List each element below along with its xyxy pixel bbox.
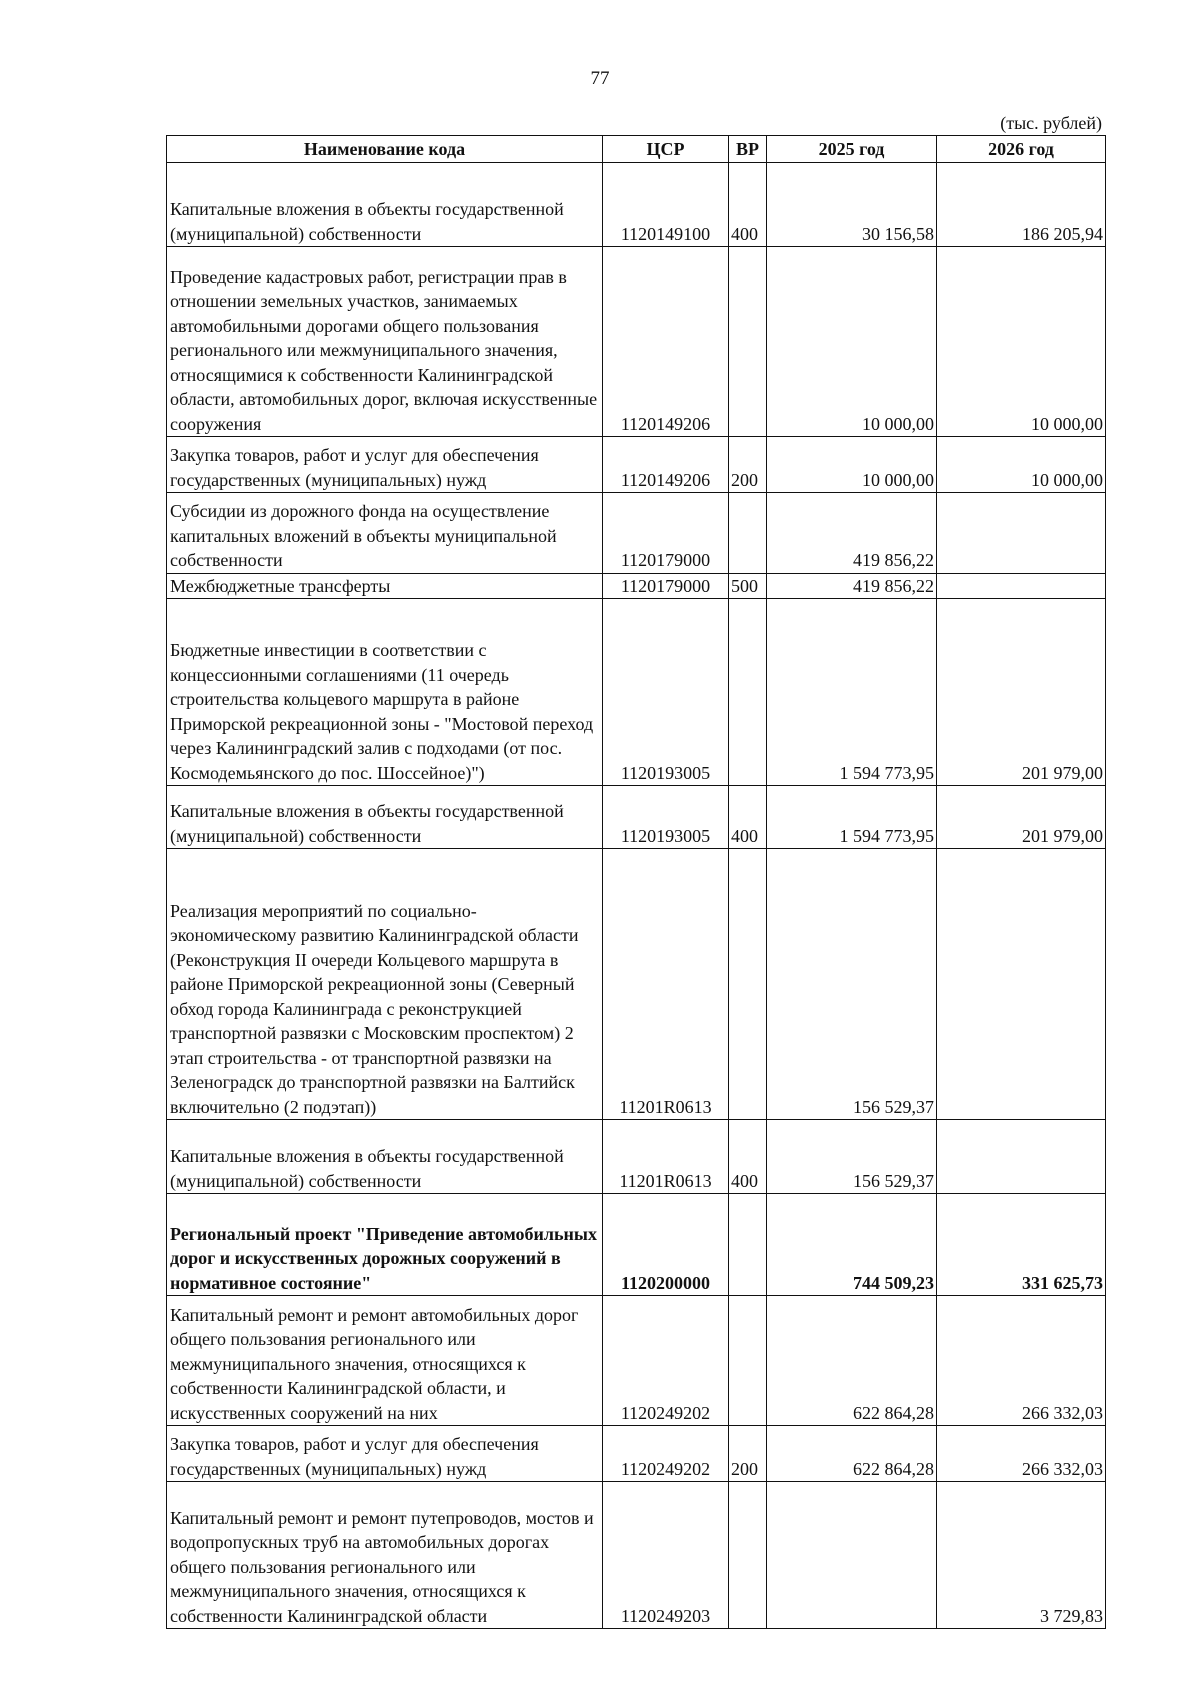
cell-csr: 1120200000 xyxy=(603,1194,729,1296)
cell-csr: 1120249202 xyxy=(603,1426,729,1482)
cell-vr xyxy=(729,493,767,574)
table-row xyxy=(167,163,1106,247)
cell-2025 xyxy=(767,1482,937,1629)
budget-table xyxy=(166,135,1106,1629)
cell-name: Капитальные вложения в объекты государственной (муниципальной) собственности xyxy=(167,1120,603,1194)
cell-name: Реализация мероприятий по социально-экономическому развитию Калининградской области (Реконструкция II очереди Кольцевого маршрута в районе Приморской рекреационной зоны (Северный обход города Калининграда с реконструкцией транспортной развязки с Московским проспектом) 2 этап строительства - от транспортной развязки на Зеленоградск до транспортной развязки на Балтийск включительно (2 подэтап)) xyxy=(167,849,603,1120)
cell-2026: 10 000,00 xyxy=(937,247,1106,437)
table-row xyxy=(167,493,1106,574)
table-header-row xyxy=(167,136,1106,163)
cell-vr xyxy=(729,849,767,1120)
cell-csr: 1120149100 xyxy=(603,163,729,247)
cell-csr: 1120249203 xyxy=(603,1482,729,1629)
cell-vr: 200 xyxy=(729,437,767,493)
cell-2025: 744 509,23 xyxy=(767,1194,937,1296)
table-row xyxy=(167,573,1106,599)
cell-2025: 156 529,37 xyxy=(767,1120,937,1194)
cell-2025: 10 000,00 xyxy=(767,437,937,493)
table-row xyxy=(167,599,1106,786)
cell-csr: 1120179000 xyxy=(603,573,729,599)
cell-csr: 11201R0613 xyxy=(603,1120,729,1194)
cell-name: Закупка товаров, работ и услуг для обеспечения государственных (муниципальных) нужд xyxy=(167,1426,603,1482)
cell-2026 xyxy=(937,849,1106,1120)
cell-2026: 266 332,03 xyxy=(937,1426,1106,1482)
table-row xyxy=(167,849,1106,1120)
cell-name: Закупка товаров, работ и услуг для обеспечения государственных (муниципальных) нужд xyxy=(167,437,603,493)
table-row xyxy=(167,1120,1106,1194)
cell-csr: 1120193005 xyxy=(603,599,729,786)
cell-2026: 266 332,03 xyxy=(937,1296,1106,1426)
cell-csr: 1120149206 xyxy=(603,437,729,493)
cell-2026: 201 979,00 xyxy=(937,786,1106,849)
cell-name: Капитальный ремонт и ремонт автомобильных дорог общего пользования регионального или межмуниципального значения, относящихся к собственности Калининградской области, и искусственных сооружений на них xyxy=(167,1296,603,1426)
cell-2026 xyxy=(937,1120,1106,1194)
cell-2025: 156 529,37 xyxy=(767,849,937,1120)
cell-vr xyxy=(729,1194,767,1296)
table-row xyxy=(167,247,1106,437)
cell-2026: 331 625,73 xyxy=(937,1194,1106,1296)
cell-vr: 400 xyxy=(729,1120,767,1194)
budget-table-container xyxy=(166,135,1105,1629)
table-row xyxy=(167,1296,1106,1426)
cell-2025: 419 856,22 xyxy=(767,573,937,599)
cell-vr xyxy=(729,247,767,437)
cell-vr: 500 xyxy=(729,573,767,599)
table-row xyxy=(167,1426,1106,1482)
cell-vr xyxy=(729,599,767,786)
cell-name: Бюджетные инвестиции в соответствии с концессионными соглашениями (11 очередь строительства кольцевого маршрута в районе Приморской рекреационной зоны - "Мостовой переход через Калининградский залив с подходами (от пос. Космодемьянского до пос. Шоссейное)") xyxy=(167,599,603,786)
header-name: Наименование кода xyxy=(167,136,603,163)
cell-2025: 30 156,58 xyxy=(767,163,937,247)
cell-2025: 1 594 773,95 xyxy=(767,599,937,786)
cell-2025: 622 864,28 xyxy=(767,1296,937,1426)
cell-name: Межбюджетные трансферты xyxy=(167,573,603,599)
cell-name: Капитальные вложения в объекты государственной (муниципальной) собственности xyxy=(167,163,603,247)
cell-2026: 186 205,94 xyxy=(937,163,1106,247)
cell-2025: 1 594 773,95 xyxy=(767,786,937,849)
cell-2025: 10 000,00 xyxy=(767,247,937,437)
cell-2026: 3 729,83 xyxy=(937,1482,1106,1629)
cell-csr: 1120193005 xyxy=(603,786,729,849)
cell-2026 xyxy=(937,493,1106,574)
cell-csr: 1120179000 xyxy=(603,493,729,574)
cell-name: Проведение кадастровых работ, регистрации прав в отношении земельных участков, занимаемых автомобильными дорогами общего пользования регионального или межмуниципального значения, относящимися к собственности Калининградской области, автомобильных дорог, включая искусственные сооружения xyxy=(167,247,603,437)
cell-2025: 419 856,22 xyxy=(767,493,937,574)
cell-2026 xyxy=(937,573,1106,599)
cell-vr: 400 xyxy=(729,163,767,247)
cell-vr: 200 xyxy=(729,1426,767,1482)
header-2025: 2025 год xyxy=(767,136,937,163)
cell-2026: 10 000,00 xyxy=(937,437,1106,493)
table-row xyxy=(167,1482,1106,1629)
table-row xyxy=(167,786,1106,849)
table-row xyxy=(167,437,1106,493)
page-number: 77 xyxy=(590,68,610,89)
cell-csr: 1120149206 xyxy=(603,247,729,437)
cell-name: Региональный проект "Приведение автомобильных дорог и искусственных дорожных сооружений в нормативное состояние" xyxy=(167,1194,603,1296)
cell-vr: 400 xyxy=(729,786,767,849)
table-row-section xyxy=(167,1194,1106,1296)
cell-2025: 622 864,28 xyxy=(767,1426,937,1482)
cell-csr: 11201R0613 xyxy=(603,849,729,1120)
cell-vr xyxy=(729,1482,767,1629)
header-2026: 2026 год xyxy=(937,136,1106,163)
cell-vr xyxy=(729,1296,767,1426)
header-vr: ВР xyxy=(729,136,767,163)
cell-name: Субсидии из дорожного фонда на осуществление капитальных вложений в объекты муниципальной собственности xyxy=(167,493,603,574)
units-label: (тыс. рублей) xyxy=(1000,113,1102,133)
header-csr: ЦСР xyxy=(603,136,729,163)
cell-name: Капитальные вложения в объекты государственной (муниципальной) собственности xyxy=(167,786,603,849)
cell-name: Капитальный ремонт и ремонт путепроводов, мостов и водопропускных труб на автомобильных дорогах общего пользования регионального или межмуниципального значения, относящихся к собственности Калининградской области xyxy=(167,1482,603,1629)
cell-csr: 1120249202 xyxy=(603,1296,729,1426)
cell-2026: 201 979,00 xyxy=(937,599,1106,786)
